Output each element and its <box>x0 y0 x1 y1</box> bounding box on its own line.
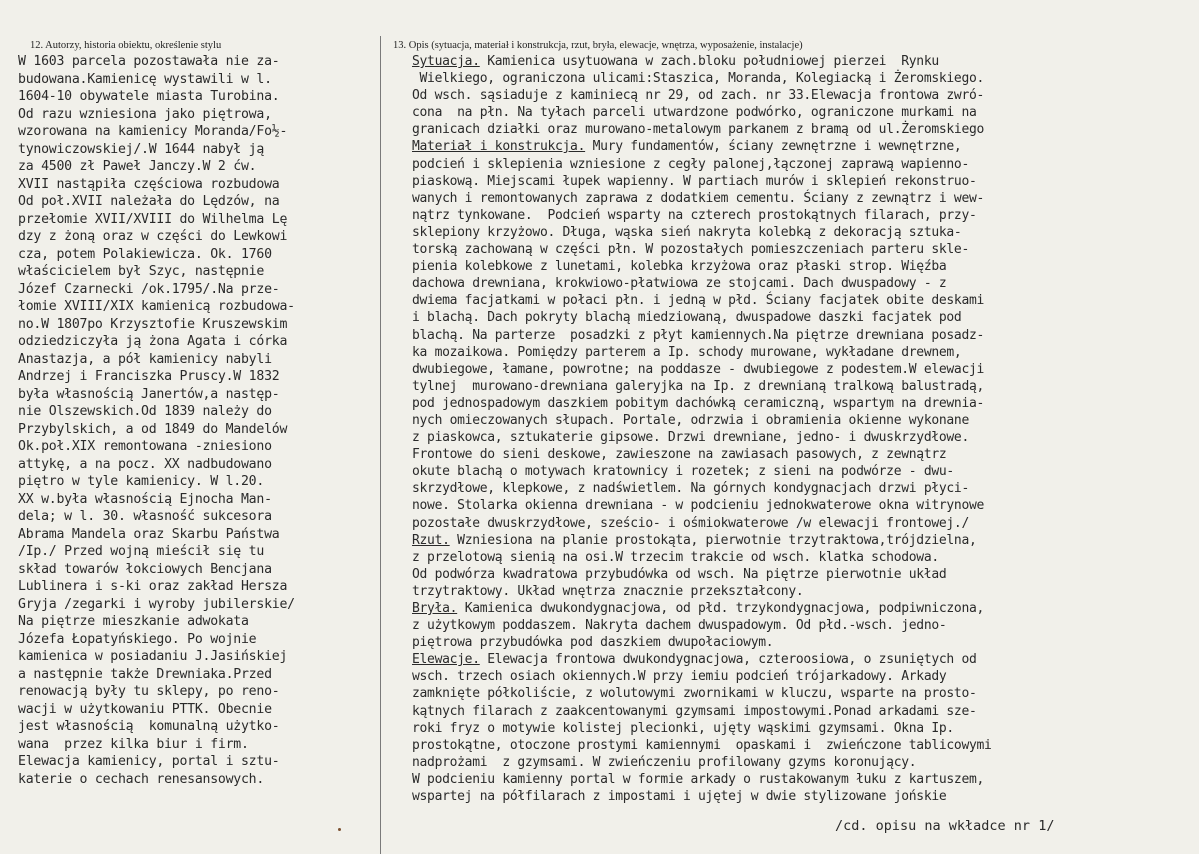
description-text: blachą. Na parterze posadzki z płyt kamiennych.Na piętrze drewniana posadz- <box>412 327 985 343</box>
description-text: nych omieczowanych słupach. Portale, odrzwia i obramienia okienne wykonane <box>412 412 969 428</box>
history-line: była własnością Janertów,a następ- <box>18 386 280 402</box>
description-line <box>412 651 1197 668</box>
description-text: trzytraktowy. Układ wnętrza znacznie przekształcony. <box>412 583 804 599</box>
description-line <box>412 207 1197 224</box>
history-line: no.W 1807po Krzysztofie Kruszewskim <box>18 316 288 332</box>
description-text: okute blachą o motywach kratownicy i rozetek; z sieni na podwórze - dwu- <box>412 464 954 480</box>
description-text: pozostałe dwuskrzydłowe, sześcio- i ośmiokwaterowe /w elewacji frontowej./ <box>412 515 969 531</box>
history-line: przełomie XVII/XVIII do Wilhelma Lę <box>18 211 288 227</box>
column-divider <box>380 36 381 854</box>
description-line <box>412 497 1197 514</box>
history-text-column <box>18 53 376 788</box>
description-text: Wzniesiona na planie prostokąta, pierwotnie trzytraktowa,trójdzielna, <box>449 532 977 548</box>
description-text: zamknięte półkoliście, z wolutowymi zwornikami w kluczu, wsparte na prosto- <box>412 686 977 702</box>
history-line: wzorowana na kamienicy Moranda/Fo½- <box>18 124 288 139</box>
history-line: katerie o cechach renesansowych. <box>18 771 265 787</box>
section-heading: Sytuacja. <box>412 54 480 69</box>
section-heading: Bryła. <box>412 601 458 616</box>
history-line: wacji w użytkowaniu PTTK. Obecnie <box>18 701 272 717</box>
description-text: z użytkowym poddaszem. Nakryta dachem dwuspadowym. Od płd.-wsch. jedno- <box>412 618 947 634</box>
history-line: Lublinera i s-ki oraz zakład Hersza <box>18 579 288 594</box>
description-text: z przelotową sienią na osi.W trzecim trakcie od wsch. klatka schodowa. <box>412 549 939 565</box>
history-line: Józef Czarnecki /ok.1795/.Na prze- <box>18 281 280 297</box>
history-line: Ok.poł.XIX remontowana -zniesiono <box>18 439 272 454</box>
history-line: Od poł.XVII należała do Lędzów, na <box>18 194 280 209</box>
description-text: pod jednospadowym daszkiem pobitym dachówką ceramiczną, wspartym na drewnia- <box>412 395 985 411</box>
description-line <box>412 241 1197 258</box>
description-line <box>412 344 1197 361</box>
description-line <box>412 173 1197 190</box>
description-line <box>412 190 1197 207</box>
description-text: wanych i remontowanych zaprawa z dodatkiem cementu. Ściany z zewnątrz i wew- <box>412 190 985 206</box>
description-text: Wielkiego, ograniczona ulicami:Staszica, Moranda, Kolegiacką i Żeromskiego. <box>412 71 985 87</box>
history-line: XVII nastąpiła częściowa rozbudowa <box>18 176 280 192</box>
description-line <box>412 275 1197 292</box>
history-line: 1604-10 obywatele miasta Turobina. <box>18 89 280 104</box>
section-heading: Elewacje. <box>412 652 480 668</box>
history-line: renowacją były tu sklepy, po reno- <box>18 684 280 699</box>
description-line <box>412 87 1197 104</box>
description-text: skrzydłowe, klepkowe, z nadświetlem. Na górnych kondygnacjach drzwi płyci- <box>412 481 969 497</box>
description-text: piaskową. Miejscami łupek wapienny. W partiach murów i sklepień rekonstruo- <box>412 173 977 189</box>
history-line: odziedziczyła ją żona Agata i córka <box>18 334 288 349</box>
description-line <box>412 771 1197 788</box>
description-line <box>412 121 1197 138</box>
description-line <box>412 549 1197 566</box>
description-line <box>412 634 1197 651</box>
description-line <box>412 583 1197 600</box>
description-line <box>412 446 1197 463</box>
description-line <box>412 70 1197 87</box>
description-text: i blachą. Dach pokryty blachą miedziowaną, dwuspadowe daszki facjatek pod <box>412 310 962 326</box>
description-text: piętrowa przybudówka pod daszkiem dwupołaciowym. <box>412 635 774 651</box>
description-line <box>412 515 1197 532</box>
description-text: granicach działki oraz murowano-metalowym parkanem z bramą od ul.Żeromskiego <box>412 122 985 138</box>
description-line <box>412 327 1197 344</box>
history-line: Abrama Mandela oraz Skarbu Państwa <box>18 526 280 542</box>
history-line: XX w.była własnością Ejnocha Man- <box>18 491 272 507</box>
description-line <box>412 737 1197 754</box>
description-text: kątnych filarach z zaakcentowanymi gzymsami impostowymi.Ponad arkadami sze- <box>412 703 977 719</box>
description-text: Elewacja frontowa dwukondygnacjowa, czteroosiowa, o zsuniętych od <box>479 652 977 668</box>
description-text: sklepiony krzyżowo. Długa, wąska sień nakryta kolebką z dekoracją sztuka- <box>412 224 962 240</box>
history-line: Andrzej i Franciszka Pruscy.W 1832 <box>18 369 280 384</box>
description-text: prostokątne, otoczone prostymi kamiennymi opaskami i zwieńczone tablicowymi <box>412 737 992 753</box>
history-line: /Ip./ Przed wojną mieścił się tu <box>18 544 265 559</box>
history-line: wana przez kilka biur i firm. <box>18 736 249 752</box>
description-line <box>412 754 1197 771</box>
description-text: nadprożami z gzymsami. W zwieńczeniu profilowany gzyms koronujący. <box>412 754 917 770</box>
history-line: skład towarów łokciowych Bencjana <box>18 561 272 577</box>
description-line <box>412 309 1197 326</box>
description-line <box>412 361 1197 378</box>
section-heading: Rzut. <box>412 532 450 548</box>
description-text: torską zachowaną w części płn. W pozostałych pomieszczeniach parteru skle- <box>412 242 969 258</box>
description-text: dwubiegowe, łamane, powrotne; na poddasze - dwubiegowe z podestem.W elewacji <box>412 361 985 377</box>
description-line <box>412 703 1197 720</box>
description-text: cona na płn. Na tyłach parceli utwardzone podwórko, ograniczone murkami na <box>412 105 977 121</box>
description-text: Od wsch. sąsiaduje z kaminiecą nr 29, od zach. nr 33.Elewacja frontowa zwró- <box>412 88 985 104</box>
description-text: podcień i sklepienia wzniesione z cegły palonej,łączonej zaprawą wapienno- <box>412 156 969 172</box>
history-line: właścicielem był Szyc, następnie <box>18 264 265 279</box>
history-line: za 4500 zł Paweł Janczy.W 2 ćw. <box>18 159 257 174</box>
description-line <box>412 258 1197 275</box>
history-line: Elewacja kamienicy, portal i sztu- <box>18 754 280 769</box>
history-line: kamienica w posiadaniu J.Jasińskiej <box>18 649 288 664</box>
description-text: tylnej murowano-drewniana galeryjka na Ip. z drewnianą tralkową balustradą, <box>412 378 985 394</box>
history-line: Na piętrze mieszkanie adwokata <box>18 614 249 629</box>
history-line: dela; w l. 30. własność sukcesora <box>18 509 272 524</box>
description-text: Kamienica usytuowana w zach.bloku południowej pierzei Rynku <box>479 54 939 69</box>
description-line <box>412 720 1197 737</box>
description-line <box>412 53 1197 70</box>
description-text: nątrz tynkowane. Podcień wsparty na czterech prostokątnych filarach, przy- <box>412 207 977 223</box>
description-line <box>412 156 1197 173</box>
description-text-column <box>412 53 1197 805</box>
description-line <box>412 788 1197 805</box>
description-text: wspartej na półfilarach z impostami i ujętej w dwie stylizowane jońskie <box>412 789 947 805</box>
description-text: ka mozaikowa. Pomiędzy parterem a Ip. schody murowane, wykładane drewnem, <box>412 344 962 360</box>
history-line: Przybylskich, a od 1849 do Mandelów <box>18 421 288 437</box>
history-line: Józefa Łopatyńskiego. Po wojnie <box>18 631 257 647</box>
description-line <box>412 600 1197 617</box>
continuation-note: /cd. opisu na wkładce nr 1/ <box>835 818 1055 834</box>
history-line: Gryja /zegarki i wyroby jubilerskie/ <box>18 596 295 612</box>
right-section-header: 13. Opis (sytuacja, materiał i konstrukcja, rzut, bryła, elewacje, wnętrza, wyposażenie, instalacje) <box>393 40 803 51</box>
description-text: z piaskowca, sztukaterie gipsowe. Drzwi drewniane, jedno- i dwuskrzydłowe. <box>412 430 969 446</box>
description-line <box>412 104 1197 121</box>
description-line <box>412 429 1197 446</box>
ink-dot <box>338 828 341 831</box>
description-line <box>412 480 1197 497</box>
description-line <box>412 668 1197 685</box>
description-line <box>412 566 1197 583</box>
description-text: pienia kolebkowe z lunetami, kolebka krzyżowa oraz płaski strop. Więźba <box>412 259 947 275</box>
history-line: tynowiczowskiej/.W 1644 nabył ją <box>18 141 265 157</box>
history-line: W 1603 parcela pozostawała nie za- <box>18 54 280 69</box>
history-line: Od razu wzniesiona jako piętrowa, <box>18 106 272 122</box>
description-text: dachowa drewniana, krokwiowo-płatwiowa ze stojcami. Dach dwuspadowy - z <box>412 276 947 292</box>
description-line <box>412 412 1197 429</box>
description-line <box>412 532 1197 549</box>
history-line: dzy z żoną oraz w części do Lewkowi <box>18 229 288 244</box>
section-heading: Materiał i konstrukcja. <box>412 139 586 155</box>
description-line <box>412 617 1197 634</box>
description-text: Frontowe do sieni deskowe, zawieszone na zawiasach pasowych, z zewnątrz <box>412 447 947 463</box>
description-line <box>412 138 1197 155</box>
history-line: jest własnością komunalną użytko- <box>18 719 280 734</box>
history-line: a następnie także Drewniaka.Przed <box>18 666 272 682</box>
history-line: nie Olszewskich.Od 1839 należy do <box>18 404 272 419</box>
description-text: wsch. trzech osiach okiennych.W przy iemiu podcień trójarkadowy. Arkady <box>412 669 947 685</box>
description-text: Mury fundamentów, ściany zewnętrzne i wewnętrzne, <box>585 139 962 155</box>
history-line: łomie XVIII/XIX kamienicą rozbudowa- <box>18 299 295 314</box>
description-text: W podcieniu kamienny portal w formie arkady o rustakowanym łuku z kartuszem, <box>412 771 985 787</box>
description-text: Od podwórza kwadratowa przybudówka od wsch. Na piętrze pierwotnie układ <box>412 566 947 582</box>
description-line <box>412 292 1197 309</box>
description-text: roki fryz o motywie kolistej plecionki, ujęty wąskimi gzymsami. Okna Ip. <box>412 720 954 736</box>
history-line: budowana.Kamienicę wystawili w l. <box>18 71 272 87</box>
description-line <box>412 378 1197 395</box>
history-line: Anastazja, a pół kamienicy nabyli <box>18 351 272 367</box>
history-line: attykę, a na pocz. XX nadbudowano <box>18 456 272 472</box>
description-text: Kamienica dwukondygnacjowa, od płd. trzykondygnacjowa, podpiwniczona, <box>457 601 985 616</box>
history-line: cza, potem Polakiewicza. Ok. 1760 <box>18 246 272 262</box>
description-line <box>412 685 1197 702</box>
history-line: piętro w tyle kamienicy. W l.20. <box>18 474 265 489</box>
description-text: nowe. Stolarka okienna drewniana - w podcieniu jednokwaterowe okna witrynowe <box>412 498 985 514</box>
description-text: dwiema facjatkami w połaci płn. i jedną w płd. Ściany facjatek obite deskami <box>412 293 985 309</box>
description-line <box>412 224 1197 241</box>
description-line <box>412 463 1197 480</box>
left-section-header: 12. Autorzy, historia obiektu, określenie stylu <box>30 40 222 51</box>
description-line <box>412 395 1197 412</box>
